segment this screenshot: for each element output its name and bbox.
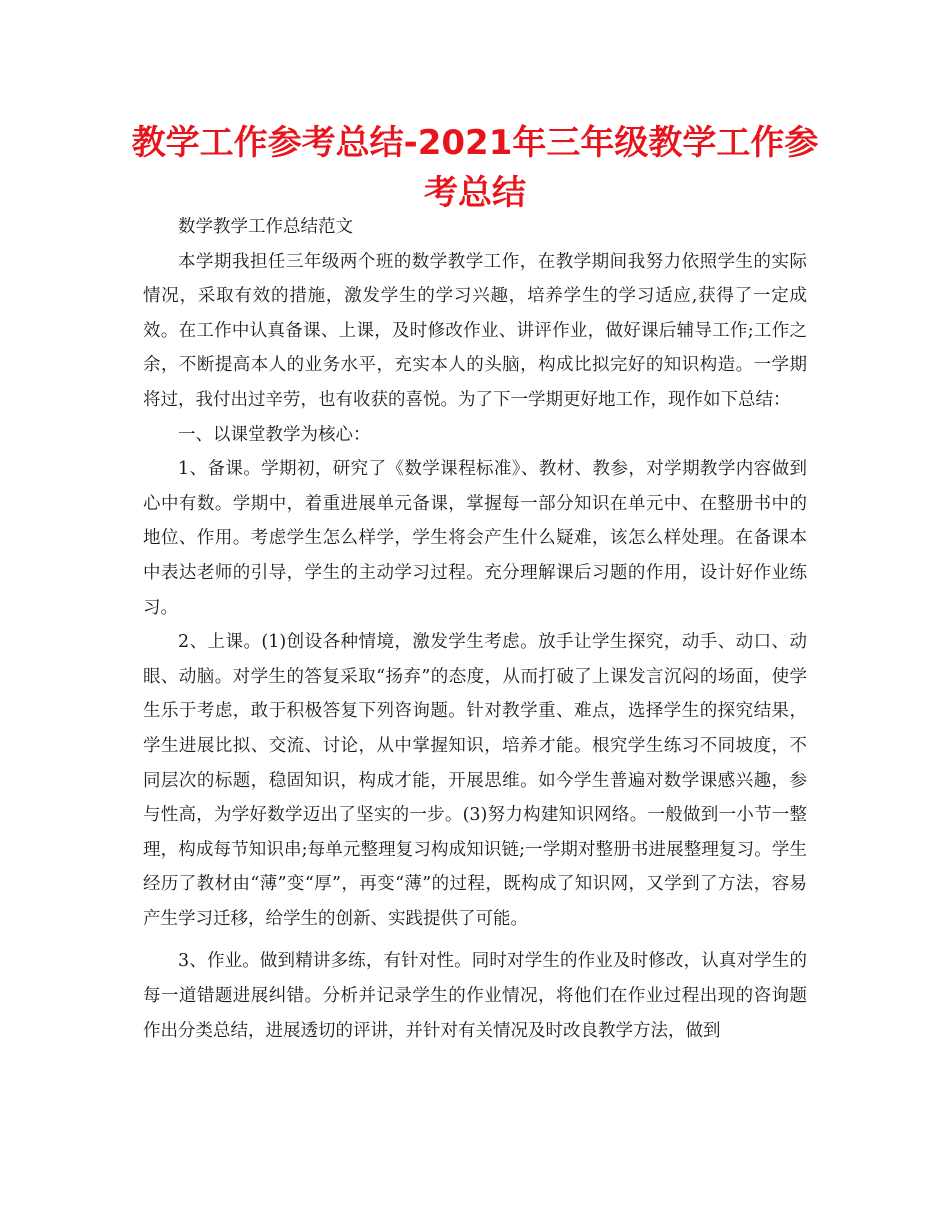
paragraph-section-heading: 一、以课堂教学为核心：	[178, 424, 371, 445]
document-title: 教学工作参考总结-2021年三年级教学工作参考总结	[131, 123, 819, 213]
paragraph-intro: 本学期我担任三年级两个班的数学教学工作，在教学期间我努力依照学生的实际情况，采取有效的措施，激发学生的学习兴趣，培养学生的学习适应,获得了一定成效。在工作中认真备课、上课，及时修改作业、讲评作业，做好课后辅导工作;工作之余，不断提高本人的业务水平，充实本人的头脑，构成比拟完好的知识构造。一学期将过，我付出过辛劳，也有收获的喜悦。为了下一学期更好地工作，现作如下总结：	[143, 251, 807, 410]
paragraph-lesson-prep: 1、备课。学期初，研究了《数学课程标准》、教材、教参，对学期教学内容做到心中有数。学期中，着重进展单元备课，掌握每一部分知识在单元中、在整册书中的地位、作用。考虑学生怎么样学，学生将会产生什么疑难，该怎么样处理。在备课本中表达老师的引导，学生的主动学习过程。充分理解课后习题的作用，设计好作业练习。	[143, 459, 807, 618]
document-body	[143, 210, 807, 1048]
paragraph-homework: 3、作业。做到精讲多练，有针对性。同时对学生的作业及时修改，认真对学生的每一道错题进展纠错。分析并记录学生的作业情况，将他们在作业过程出现的咨询题作出分类总结，进展透切的评讲，并针对有关情况及时改良教学方法，做到	[143, 951, 807, 1041]
paragraph-class-teaching: 2、上课。(1)创设各种情境，激发学生考虑。放手让学生探究，动手、动口、动眼、动脑。对学生的答复采取“扬弃”的态度，从而打破了上课发言沉闷的场面，使学生乐于考虑，敢于积极答复下列咨询题。针对教学重、难点，选择学生的探究结果，学生进展比拟、交流、讨论，从中掌握知识，培养才能。根究学生练习不同坡度，不同层次的标题，稳固知识，构成才能，开展思维。如今学生普遍对数学课感兴趣，参与性高，为学好数学迈出了坚实的一步。(3)努力构建知识网络。一般做到一小节一整理，构成每节知识串;每单元整理复习构成知识链;一学期对整册书进展整理复习。学生经历了教材由“薄”变“厚”，再变“薄”的过程，既构成了知识网，又学到了方法，容易产生学习迁移，给学生的创新、实践提供了可能。	[143, 632, 807, 929]
paragraph-subtitle: 数学教学工作总结范文	[178, 217, 353, 237]
